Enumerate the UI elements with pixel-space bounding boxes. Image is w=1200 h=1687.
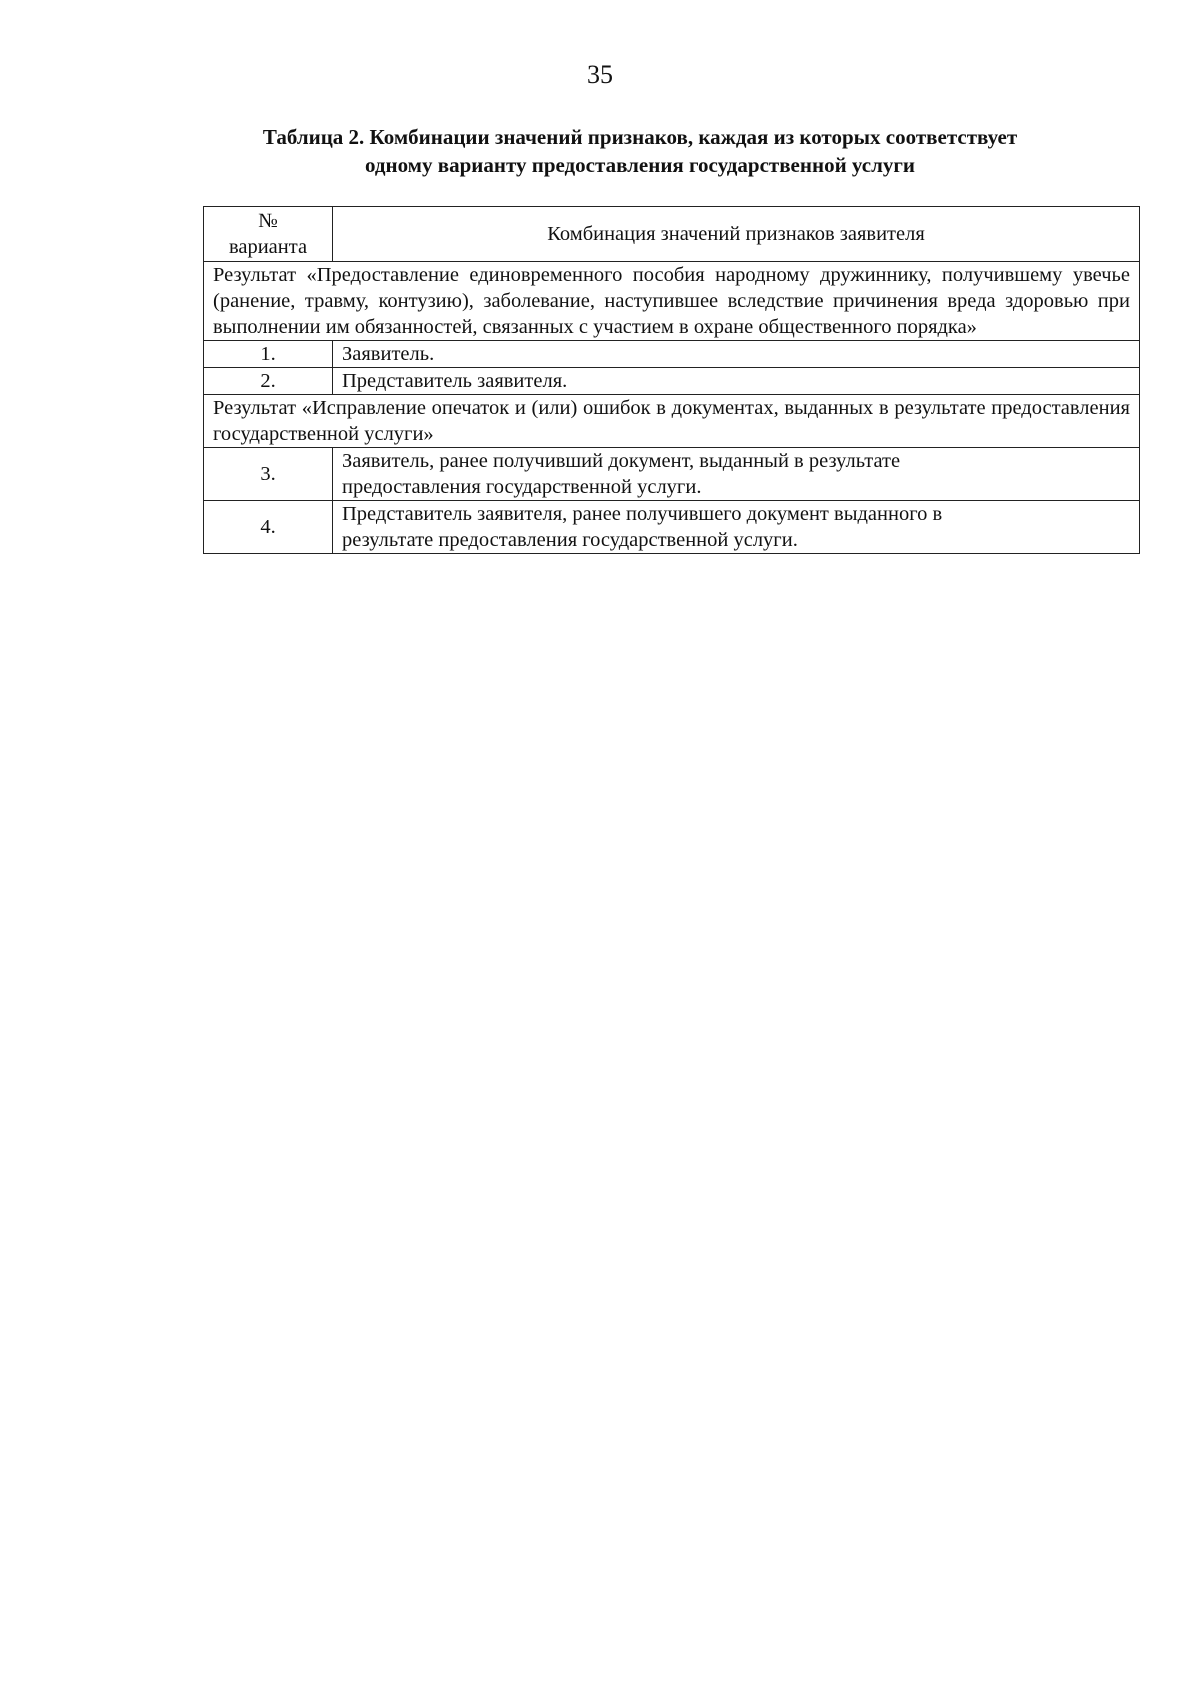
page-number: 35 bbox=[587, 60, 613, 89]
variant-description-line: результате предоставления государственной услуги. bbox=[342, 529, 798, 551]
variant-number: 3. bbox=[204, 448, 333, 501]
result-description-1: Результат «Предоставление единовременного пособия народному дружиннику, получившему увечье (ранение, травму, контузию), заболевание, наступившее вследствие причинения вреда здоровью при выполнении им обязанностей, связанных с участием в охране общественного порядка» bbox=[204, 262, 1140, 341]
variant-description-line: предоставления государственной услуги. bbox=[342, 476, 702, 498]
table-row bbox=[204, 341, 1140, 368]
table-title bbox=[200, 123, 1080, 179]
table-header-row bbox=[204, 207, 1140, 262]
result-row-2 bbox=[204, 395, 1140, 448]
variant-description bbox=[333, 448, 1140, 501]
variant-description-line: Заявитель, ранее получивший документ, выданный в результате bbox=[342, 450, 901, 472]
variant-number: 1. bbox=[204, 341, 333, 368]
table-row bbox=[204, 501, 1140, 554]
variant-number: 4. bbox=[204, 501, 333, 554]
header-variant-label: варианта bbox=[228, 236, 308, 258]
table-row bbox=[204, 368, 1140, 395]
header-number-sign: № bbox=[258, 210, 278, 232]
table-row bbox=[204, 448, 1140, 501]
variant-number: 2. bbox=[204, 368, 333, 395]
table-title-line-1: Таблица 2. Комбинации значений признаков, каждая из которых соответствует bbox=[262, 125, 1018, 149]
variant-description: Заявитель. bbox=[333, 341, 1140, 368]
variant-description-line: Представитель заявителя, ранее получившего документ выданного в bbox=[342, 503, 943, 525]
result-row-1 bbox=[204, 262, 1140, 341]
variants-table bbox=[203, 206, 1140, 554]
table-title-line-2: одному варианту предоставления государственной услуги bbox=[364, 153, 916, 177]
header-variant-number bbox=[204, 207, 333, 262]
header-combination: Комбинация значений признаков заявителя bbox=[333, 207, 1140, 262]
variant-description bbox=[333, 501, 1140, 554]
result-description-2: Результат «Исправление опечаток и (или) ошибок в документах, выданных в результате предоставления государственной услуги» bbox=[204, 395, 1140, 448]
variant-description: Представитель заявителя. bbox=[333, 368, 1140, 395]
